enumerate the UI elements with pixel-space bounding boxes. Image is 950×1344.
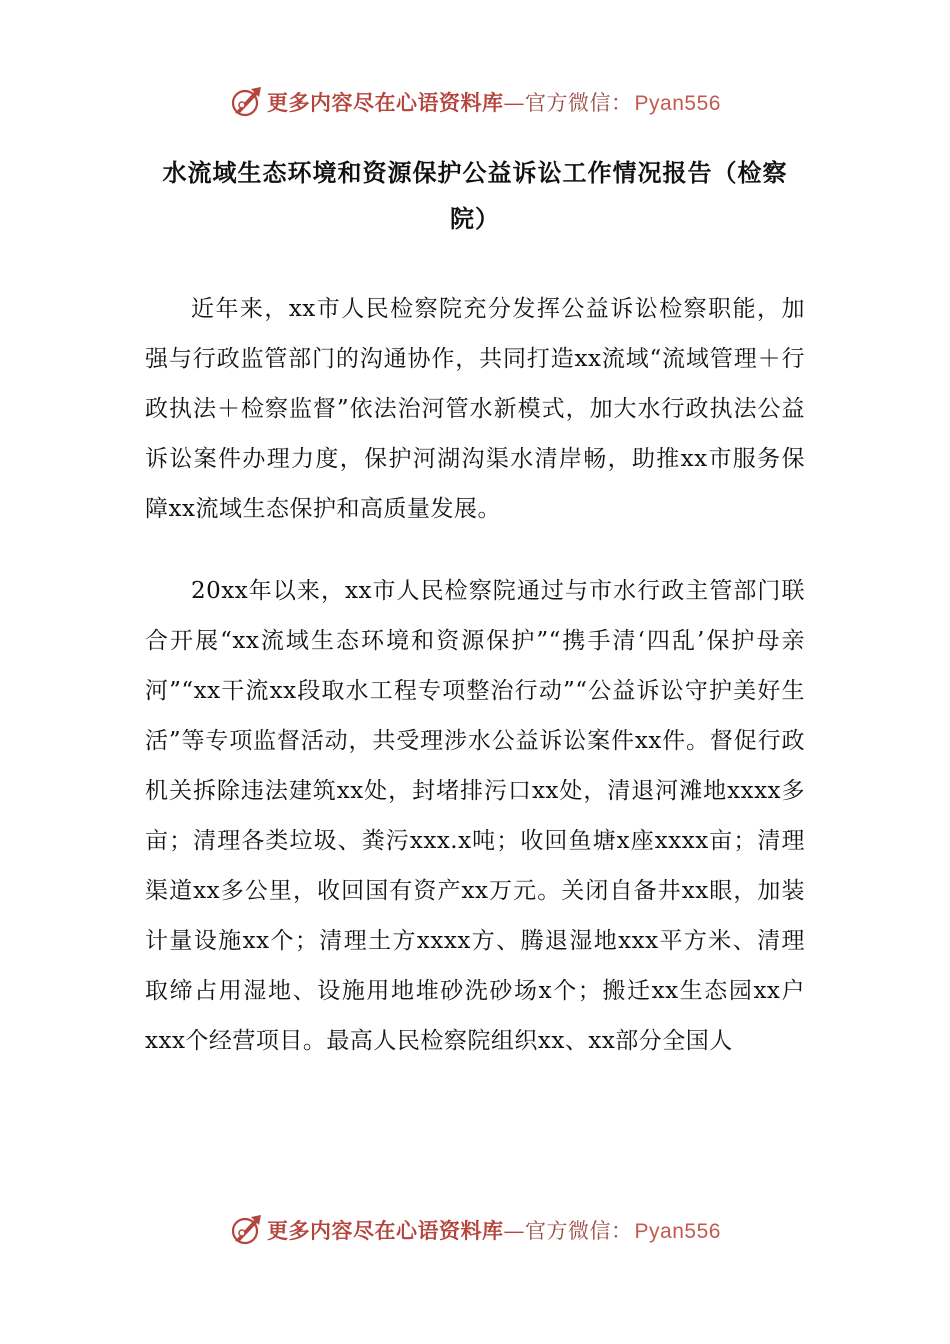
watermark-label: 官方微信： xyxy=(525,1219,633,1243)
watermark-separator: — xyxy=(503,1219,526,1243)
paragraph-block-1 xyxy=(145,284,805,534)
quill-logo-icon xyxy=(229,1213,263,1247)
quill-logo-icon xyxy=(229,85,263,119)
watermark-main-text: 更多内容尽在心语资料库 xyxy=(267,90,504,115)
watermark-wechat-id: Pyan556 xyxy=(634,1220,721,1243)
watermark-wechat-id: Pyan556 xyxy=(634,92,721,115)
watermark-label: 官方微信： xyxy=(525,91,633,115)
watermark-text xyxy=(267,87,721,117)
paragraph: 近年来，xx市人民检察院充分发挥公益诉讼检察职能，加强与行政监管部门的沟通协作，共同打造xx流域“流域管理＋行政执法＋检察监督”依法治河管水新模式，加大水行政执法公益诉讼案件办理力度，保护河湖沟渠水清岸畅，助推xx市服务保障xx流域生态保护和高质量发展。 xyxy=(145,296,805,522)
header-watermark xyxy=(0,80,950,124)
watermark-separator: — xyxy=(503,91,526,115)
paragraph-block-2 xyxy=(145,566,805,1066)
watermark-main-text: 更多内容尽在心语资料库 xyxy=(267,1218,504,1243)
watermark-text xyxy=(267,1215,721,1245)
document-title: 水流域生态环境和资源保护公益诉讼工作情况报告（检察院） xyxy=(162,158,788,233)
footer-watermark xyxy=(0,1208,950,1252)
paragraph: 20xx年以来，xx市人民检察院通过与市水行政主管部门联合开展“xx流域生态环境和资源保护”“携手清‘四乱’保护母亲河”“xx干流xx段取水工程专项整治行动”“公益诉讼守护美好生活”等专项监督活动，共受理涉水公益诉讼案件xx件。督促行政机关拆除违法建筑xx处，封堵排污口xx处，清退河滩地xxxx多亩；清理各类垃圾、粪污xxx.x吨；收回鱼塘x座xxxx亩；清理渠道xx多公里，收回国有资产xx万元。关闭自备井xx眼，加装计量设施xx个；清理土方xxxx方、腾退湿地xxx平方米、清理取缔占用湿地、设施用地堆砂洗砂场x个；搬迁xx生态园xx户xxx个经营项目。最高人民检察院组织xx、xx部分全国人 xyxy=(145,578,805,1054)
